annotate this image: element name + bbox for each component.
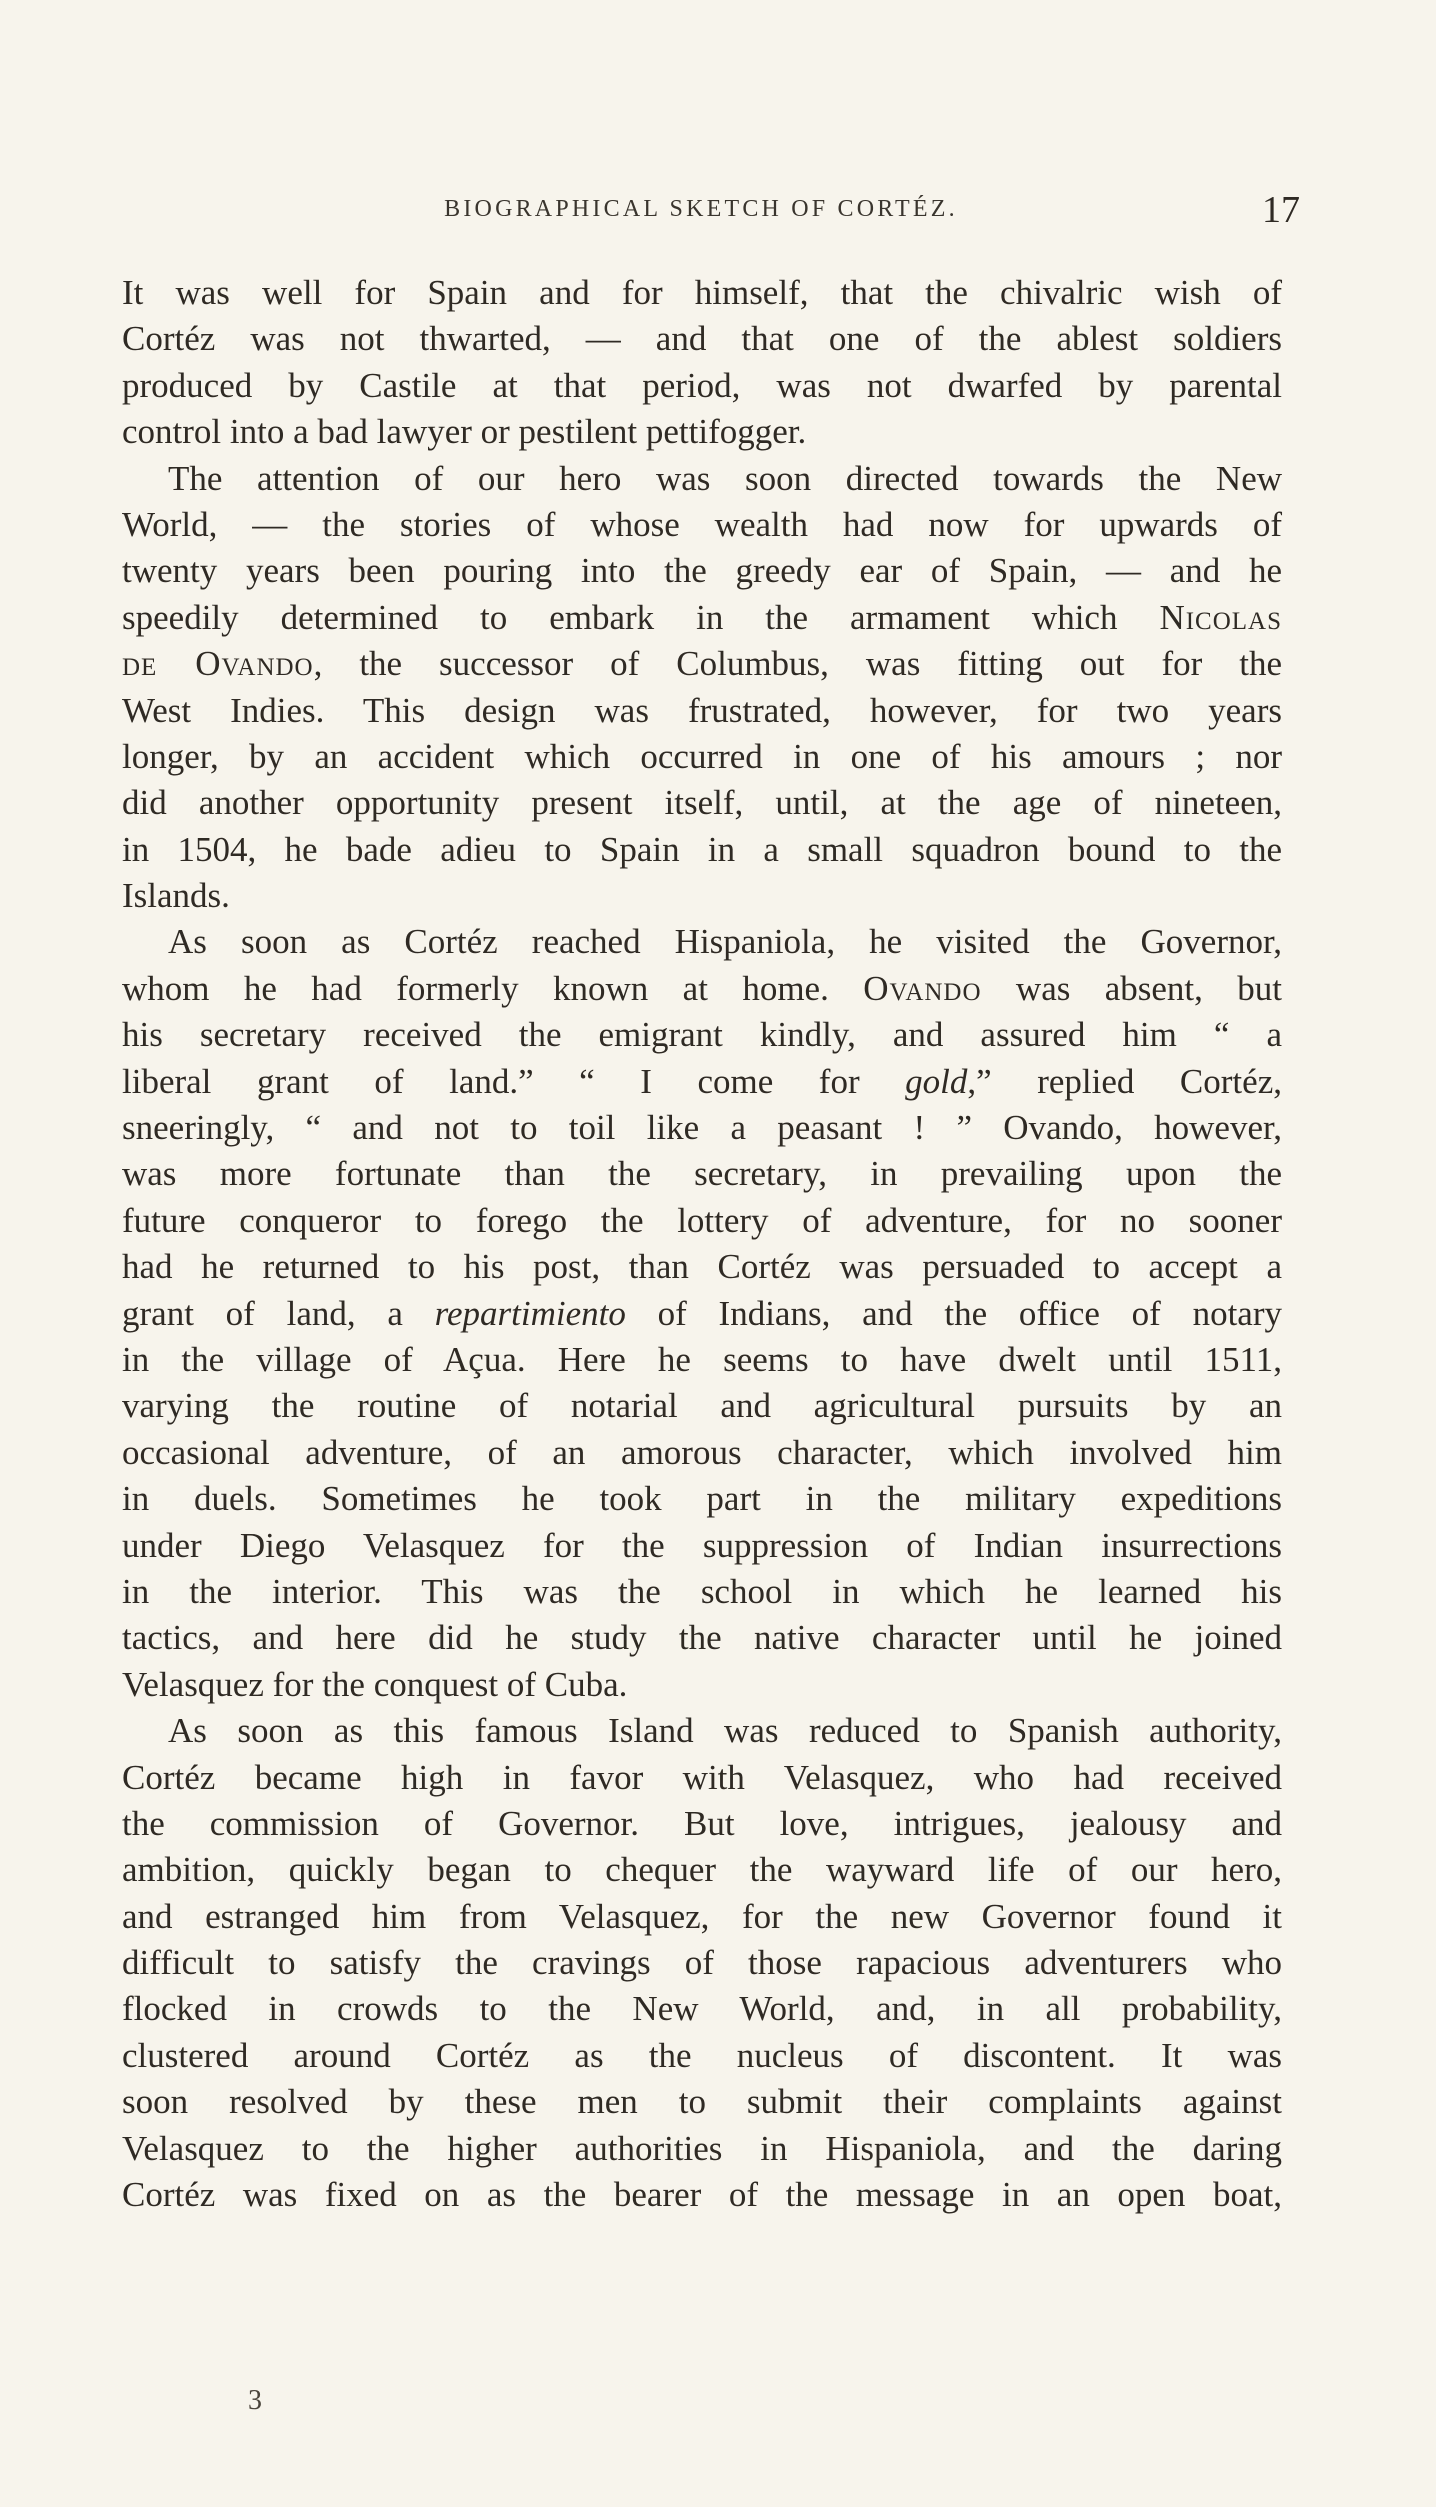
text-line: Cortéz was not thwarted, — and that one of the ablest soldiers	[122, 319, 1282, 359]
text-line: was more fortunate than the secretary, in prevailing upon the	[122, 1154, 1282, 1194]
text-line: under Diego Velasquez for the suppression of Indian insurrections	[122, 1525, 1282, 1565]
text-line: in the village of Açua. Here he seems to have dwelt until 1511,	[122, 1339, 1282, 1379]
text-run: liberal grant of land.” “ I come for	[122, 1061, 906, 1101]
text-line	[122, 966, 1282, 1012]
text-line: It was well for Spain and for himself, that the chivalric wish of	[122, 273, 1282, 312]
text-line: did another opportunity present itself, until, at the age of nineteen,	[122, 783, 1282, 823]
running-title: BIOGRAPHICAL SKETCH OF CORTÉZ.	[444, 196, 958, 222]
text-run: ,” replied Cortéz,	[967, 1061, 1282, 1101]
text-run: grant of land, a	[122, 1293, 435, 1333]
text-run: , the successor of Columbus, was fitting out for the	[313, 644, 1282, 684]
text-line: clustered around Cortéz as the nucleus of discontent. It was	[122, 2035, 1282, 2075]
text-line: the commission of Governor. But love, intrigues, jealousy and	[122, 1803, 1282, 1843]
text-line: soon resolved by these men to submit their complaints against	[122, 2082, 1282, 2122]
small-caps-name: de Ovando	[122, 644, 314, 684]
text-line: Islands.	[122, 876, 230, 916]
text-line: produced by Castile at that period, was not dwarfed by parental	[122, 365, 1282, 405]
body-text	[122, 270, 1282, 2218]
text-line: his secretary received the emigrant kindly, and assured him “ a	[122, 1015, 1282, 1055]
text-line: Velasquez to the higher authorities in Hispaniola, and the daring	[122, 2128, 1282, 2168]
text-line: varying the routine of notarial and agricultural pursuits by an	[122, 1386, 1282, 1426]
text-line: tactics, and here did he study the native character until he joined	[122, 1618, 1282, 1658]
text-line: Cortéz became high in favor with Velasquez, who had received	[122, 1757, 1282, 1797]
text-run: of Indians, and the office of notary	[625, 1293, 1282, 1333]
text-line: World, — the stories of whose wealth had now for upwards of	[122, 504, 1282, 544]
text-line: As soon as Cortéz reached Hispaniola, he visited the Governor,	[168, 922, 1282, 962]
signature-mark: 3	[248, 2385, 262, 2416]
text-line	[122, 1291, 1282, 1337]
text-run: whom he had formerly known at home.	[122, 968, 864, 1008]
text-line: twenty years been pouring into the greedy ear of Spain, — and he	[122, 551, 1282, 591]
text-line: flocked in crowds to the New World, and, in all probability,	[122, 1989, 1282, 2029]
text-line: had he returned to his post, than Cortéz was persuaded to accept a	[122, 1247, 1282, 1287]
text-line: occasional adventure, of an amorous character, which involved him	[122, 1432, 1282, 1472]
text-line: future conqueror to forego the lottery of adventure, for no sooner	[122, 1200, 1282, 1240]
text-line: in 1504, he bade adieu to Spain in a small squadron bound to the	[122, 829, 1282, 869]
small-caps-name: Nicolas	[1159, 597, 1282, 637]
small-caps-name: Ovando	[863, 968, 982, 1008]
text-line: control into a bad lawyer or pestilent pettifogger.	[122, 412, 807, 452]
text-line: Velasquez for the conquest of Cuba.	[122, 1664, 628, 1704]
text-line: The attention of our hero was soon directed towards the New	[168, 458, 1282, 498]
text-line: As soon as this famous Island was reduced to Spanish authority,	[168, 1711, 1282, 1751]
text-line: sneeringly, “ and not to toil like a peasant ! ” Ovando, however,	[122, 1108, 1282, 1148]
text-line: West Indies. This design was frustrated, however, for two years	[122, 690, 1282, 730]
text-line	[122, 1059, 1282, 1105]
text-line: Cortéz was fixed on as the bearer of the message in an open boat,	[122, 2175, 1282, 2215]
text-line: in duels. Sometimes he took part in the military expeditions	[122, 1479, 1282, 1519]
italic-word: repartimiento	[434, 1293, 626, 1333]
text-line: in the interior. This was the school in which he learned his	[122, 1571, 1282, 1611]
text-line: longer, by an accident which occurred in one of his amours ; nor	[122, 736, 1282, 776]
text-run: was absent, but	[981, 968, 1283, 1008]
text-run: speedily determined to embark in the armament which	[122, 597, 1160, 637]
text-line: difficult to satisfy the cravings of those rapacious adventurers who	[122, 1943, 1282, 1983]
running-head	[122, 189, 1300, 236]
text-line	[122, 595, 1282, 641]
page-number: 17	[1262, 189, 1300, 231]
italic-word: gold	[905, 1061, 968, 1101]
text-line	[122, 641, 1282, 687]
text-line: and estranged him from Velasquez, for the new Governor found it	[122, 1896, 1282, 1936]
text-line: ambition, quickly began to chequer the wayward life of our hero,	[122, 1850, 1282, 1890]
